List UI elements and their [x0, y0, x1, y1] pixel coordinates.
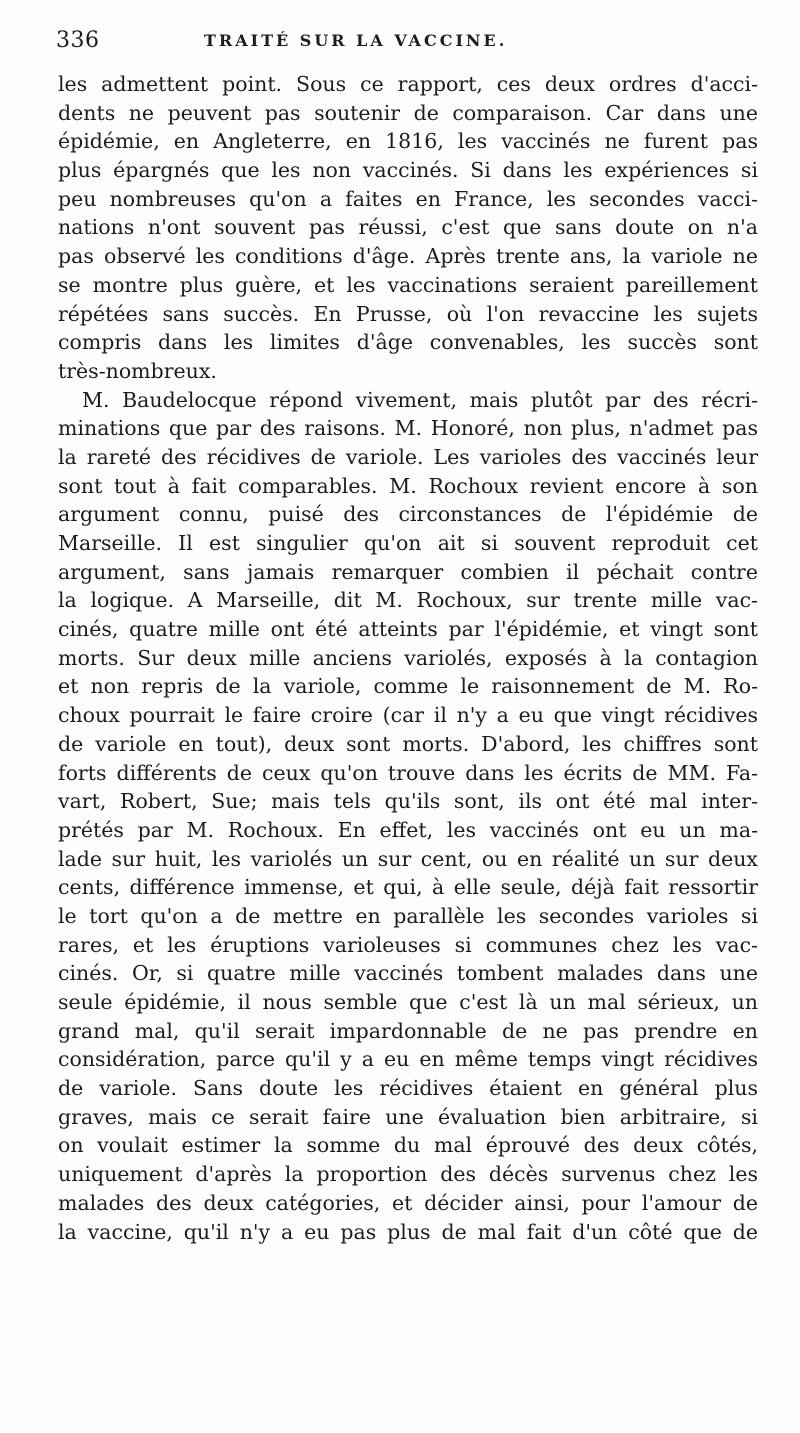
text-line: cents, différence immense, et qui, à elle seule, déjà fait ressortir — [58, 875, 758, 900]
text-line: et non repris de la variole, comme le raisonnement de M. Ro- — [58, 674, 758, 699]
text-line: morts. Sur deux mille anciens variolés, exposés à la contagion — [58, 645, 758, 670]
text-line: argument, sans jamais remarquer combien il péchait contre — [58, 559, 758, 584]
paragraph-start-line: M. Baudelocque répond vivement, mais plutôt par des récri- — [82, 387, 758, 412]
text-line: de variole en tout), deux sont morts. D'abord, les chiffres sont — [58, 731, 758, 756]
text-line: argument connu, puisé des circonstances de l'épidémie de — [58, 502, 758, 527]
text-line: sont tout à fait comparables. M. Rochoux revient encore à son — [58, 473, 758, 498]
running-title: TRAITÉ SUR LA VACCINE. — [204, 31, 508, 50]
text-line: minations que par des raisons. M. Honoré, non plus, n'admet pas — [58, 416, 758, 441]
text-line: cinés, quatre mille ont été atteints par l'épidémie, et vingt sont — [58, 617, 758, 642]
text-line: répétées sans succès. En Prusse, où l'on revaccine les sujets — [58, 301, 758, 326]
text-line: épidémie, en Angleterre, en 1816, les vaccinés ne furent pas — [58, 129, 758, 154]
text-line: vart, Robert, Sue; mais tels qu'ils sont, ils ont été mal inter- — [58, 789, 758, 814]
text-line: malades des deux catégories, et décider ainsi, pour l'amour de — [58, 1190, 758, 1215]
text-line: le tort qu'on a de mettre en parallèle les secondes varioles si — [58, 903, 758, 928]
text-line: on voulait estimer la somme du mal éprouvé des deux côtés, — [58, 1133, 758, 1158]
text-line: rares, et les éruptions varioleuses si communes chez les vac- — [58, 932, 758, 957]
text-line: graves, mais ce serait faire une évaluation bien arbitraire, si — [58, 1104, 758, 1129]
text-line: la logique. A Marseille, dit M. Rochoux, sur trente mille vac- — [58, 588, 758, 613]
text-line: choux pourrait le faire croire (car il n'y a eu que vingt récidives — [58, 703, 758, 728]
text-line: la vaccine, qu'il n'y a eu pas plus de mal fait d'un côté que de — [58, 1219, 758, 1244]
text-line: compris dans les limites d'âge convenables, les succès sont — [58, 330, 758, 355]
page-header — [56, 28, 756, 58]
text-line: pas observé les conditions d'âge. Après trente ans, la variole ne — [58, 244, 758, 269]
text-line: peu nombreuses qu'on a faites en France, les secondes vacci- — [58, 186, 758, 211]
text-line: Marseille. Il est singulier qu'on ait si souvent reproduit cet — [58, 531, 758, 555]
text-line: les admettent point. Sous ce rapport, ces deux ordres d'acci- — [58, 72, 758, 96]
text-line: de variole. Sans doute les récidives étaient en général plus — [58, 1076, 758, 1101]
text-line: forts différents de ceux qu'on trouve dans les écrits de MM. Fa- — [58, 760, 758, 785]
page-number: 336 — [56, 28, 100, 53]
body-text — [58, 70, 758, 1246]
text-line: plus épargnés que les non vaccinés. Si dans les expériences si — [58, 158, 758, 183]
text-line: considération, parce qu'il y a eu en même temps vingt récidives — [58, 1047, 758, 1072]
text-line: cinés. Or, si quatre mille vaccinés tombent malades dans une — [58, 961, 758, 986]
text-line: grand mal, qu'il serait impardonnable de ne pas prendre en — [58, 1018, 758, 1043]
paragraph-end-line: très-nombreux. — [58, 358, 217, 383]
text-line: prétés par M. Rochoux. En effet, les vaccinés ont eu un ma- — [58, 817, 758, 842]
text-line: dents ne peuvent pas soutenir de comparaison. Car dans une — [58, 100, 758, 125]
text-line: seule épidémie, il nous semble que c'est là un mal sérieux, un — [58, 990, 758, 1014]
text-line: lade sur huit, les variolés un sur cent, ou en réalité un sur deux — [58, 846, 758, 871]
text-line: uniquement d'après la proportion des décès survenus chez les — [58, 1162, 758, 1187]
text-line: nations n'ont souvent pas réussi, c'est que sans doute on n'a — [58, 215, 758, 240]
text-line: se montre plus guère, et les vaccinations seraient pareillement — [58, 272, 758, 297]
text-line: la rareté des récidives de variole. Les varioles des vaccinés leur — [58, 444, 758, 469]
